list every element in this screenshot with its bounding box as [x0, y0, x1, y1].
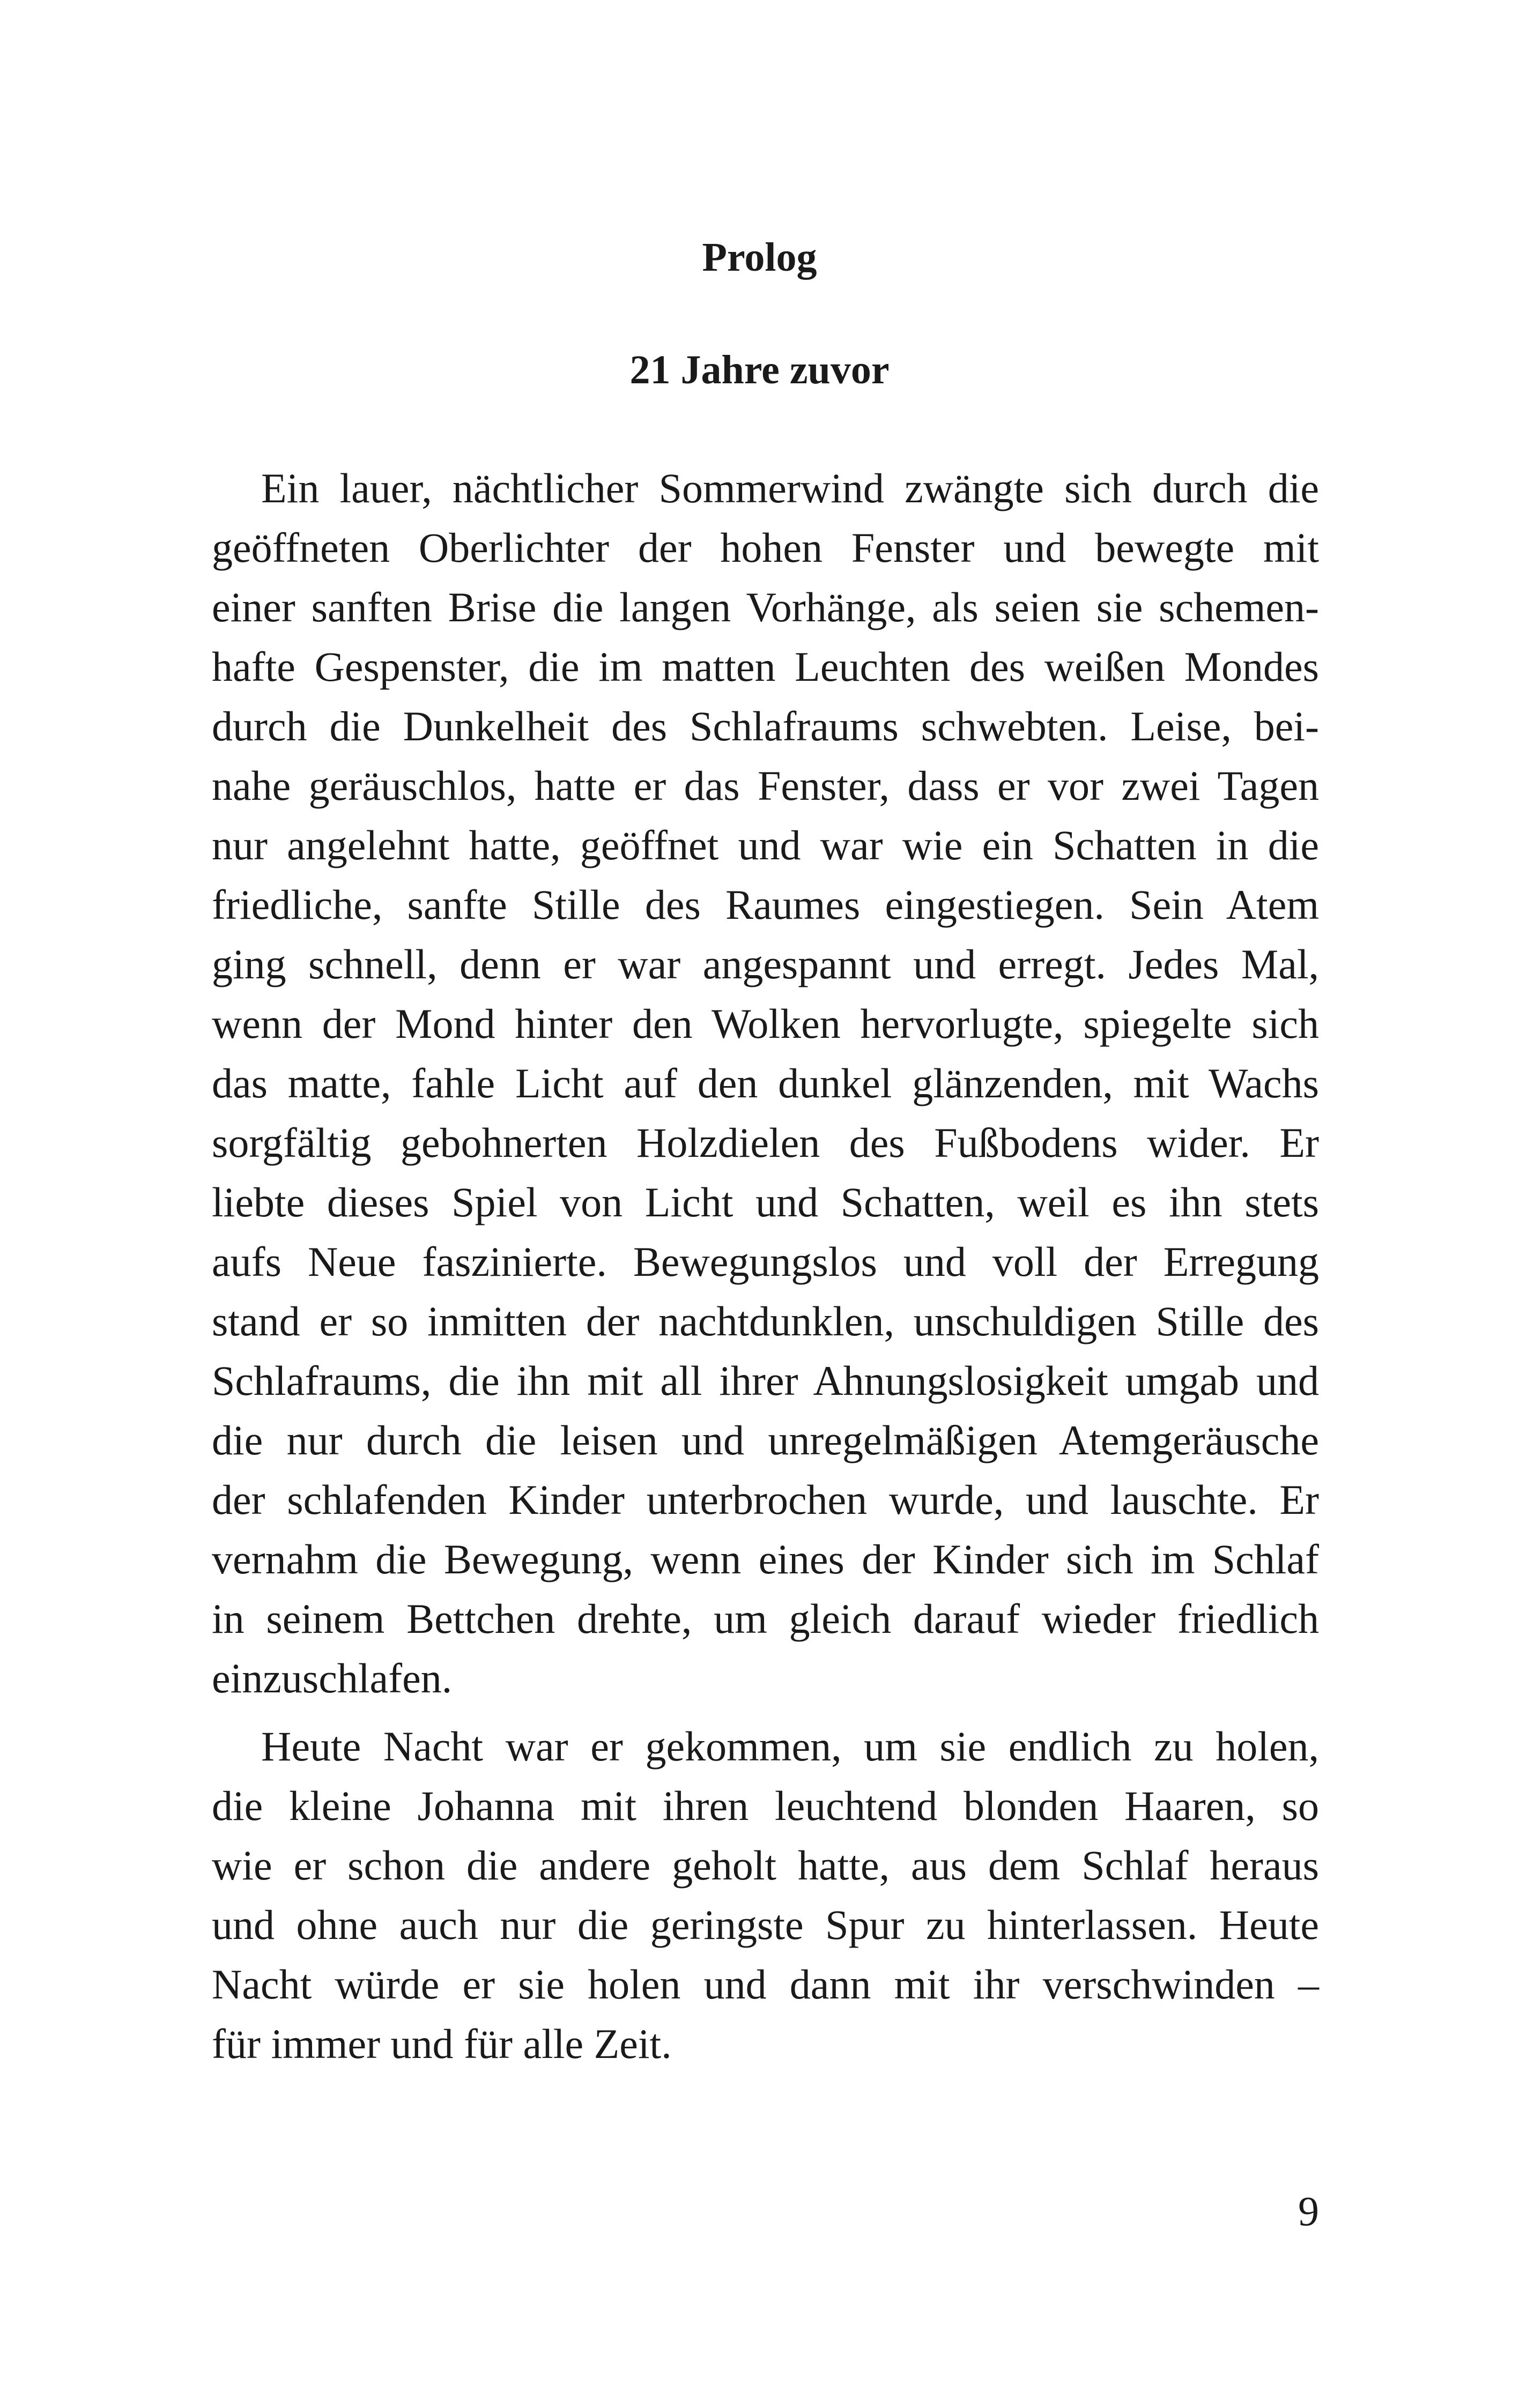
text-line: das matte, fahle Licht auf den dunkel glänzenden, mit Wachs	[212, 1060, 1319, 1106]
text-line: für immer und für alle Zeit.	[212, 2020, 672, 2067]
text-line: der schlafenden Kinder unterbrochen wurde, und lauschte. Er	[212, 1476, 1319, 1523]
text-line: und ohne auch nur die geringste Spur zu hinterlassen. Heute	[212, 1901, 1319, 1948]
text-line: in seinem Bettchen drehte, um gleich darauf wieder friedlich	[212, 1595, 1319, 1642]
text-line: Schlafraums, die ihn mit all ihrer Ahnungslosigkeit umgab und	[212, 1357, 1319, 1404]
text-line: hafte Gespenster, die im matten Leuchten des weißen Mondes	[212, 643, 1319, 690]
text-line: geöffneten Oberlichter der hohen Fenster und bewegte mit	[212, 524, 1319, 571]
chapter-title: Prolog	[702, 235, 817, 280]
page-number: 9	[1298, 2188, 1319, 2234]
chapter-subtitle: 21 Jahre zuvor	[629, 347, 890, 392]
text-line: liebte dieses Spiel von Licht und Schatten, weil es ihn stets	[212, 1179, 1319, 1225]
text-line: vernahm die Bewegung, wenn eines der Kinder sich im Schlaf	[212, 1536, 1319, 1582]
text-line: Ein lauer, nächtlicher Sommerwind zwängte sich durch die	[261, 465, 1319, 511]
text-line: sorgfältig gebohnerten Holzdielen des Fußbodens wider. Er	[212, 1119, 1319, 1166]
body-text	[212, 458, 1319, 2073]
text-line: die kleine Johanna mit ihren leuchtend blonden Haaren, so	[212, 1782, 1319, 1829]
text-line: stand er so inmitten der nachtdunklen, unschuldigen Stille des	[212, 1298, 1319, 1344]
text-line: Nacht würde er sie holen und dann mit ihr verschwinden –	[212, 1961, 1319, 2008]
paragraph-gap	[212, 1708, 1319, 1716]
text-line: wie er schon die andere geholt hatte, aus dem Schlaf heraus	[212, 1842, 1319, 1889]
text-line: einer sanften Brise die langen Vorhänge, als seien sie schemen-	[212, 584, 1319, 630]
text-line: wenn der Mond hinter den Wolken hervorlugte, spiegelte sich	[212, 1000, 1319, 1047]
text-line: aufs Neue faszinierte. Bewegungslos und voll der Erregung	[212, 1238, 1319, 1285]
text-line: die nur durch die leisen und unregelmäßigen Atemgeräusche	[212, 1417, 1319, 1463]
text-line: Heute Nacht war er gekommen, um sie endlich zu holen,	[261, 1723, 1319, 1770]
text-line: ging schnell, denn er war angespannt und erregt. Jedes Mal,	[212, 941, 1319, 987]
text-line: nahe geräuschlos, hatte er das Fenster, dass er vor zwei Tagen	[212, 762, 1319, 809]
text-line: nur angelehnt hatte, geöffnet und war wie ein Schatten in die	[212, 822, 1319, 868]
text-line: einzuschlafen.	[212, 1655, 453, 1701]
text-line: durch die Dunkelheit des Schlafraums schwebten. Leise, bei-	[212, 703, 1319, 749]
text-line: friedliche, sanfte Stille des Raumes eingestiegen. Sein Atem	[212, 881, 1319, 928]
